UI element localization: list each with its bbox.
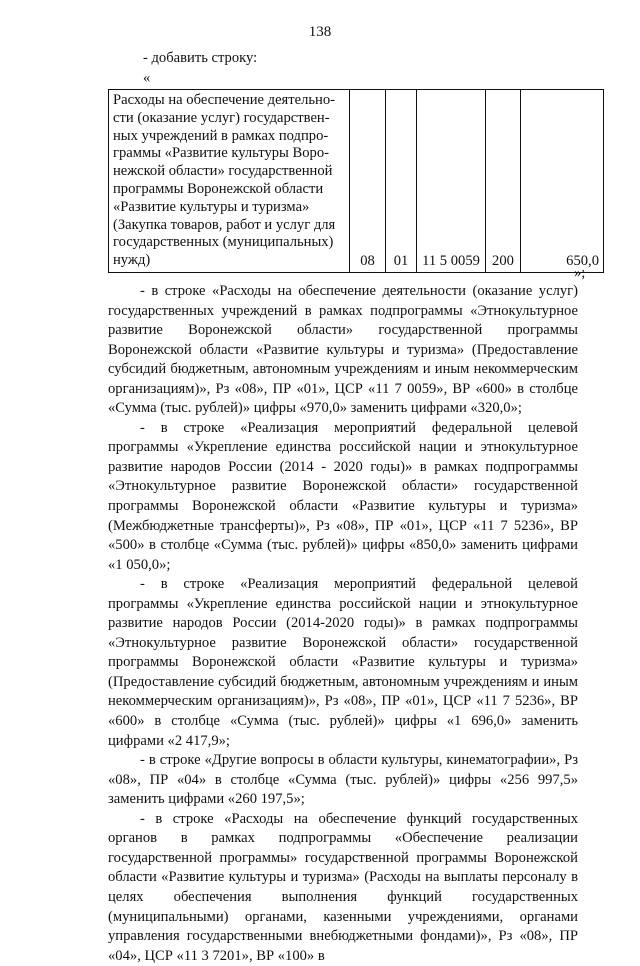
description-line: нужд) — [113, 252, 151, 269]
description-line: сти (оказание услуг) государствен- — [113, 109, 330, 126]
description-line: нежской области» государственной — [113, 163, 333, 180]
description-line: «Развитие культуры и туризма» — [113, 198, 310, 215]
description-line: граммы «Развитие культуры Воро- — [113, 145, 329, 162]
amendment-paragraph: - в строке «Реализация мероприятий федеральной целевой программы «Укрепление единства российской нации и этнокультурное развитие народов России (2014 - 2020 годы)» в рамках подпрограммы «Этнокультурное развитие Воронежской области» государственной программы Воронежской области «Развитие культуры и туризма» (Межбюджетные трансферты)», Рз «08», ПР «01», ЦСР «11 7 5236», ВР «500» в столбце «Сумма (тыс. рублей)» цифры «850,0» заменить цифрами «1 050,0»; — [108, 419, 578, 573]
description-line: (Закупка товаров, работ и услуг для — [113, 216, 336, 233]
expense-description — [109, 90, 350, 273]
closing-quote: »; — [574, 265, 586, 281]
sum-cell: 650,0 — [521, 90, 604, 273]
csr-cell: 11 5 0059 — [417, 90, 486, 273]
description-line: государственных (муниципальных) — [113, 234, 334, 251]
amendment-paragraph: - в строке «Другие вопросы в области культуры, кинематографии», Рз «08», ПР «04» в столбце «Сумма (тыс. рублей)» цифры «256 997,5» заменить цифрами «260 197,5»; — [108, 752, 578, 808]
opening-quote: « — [143, 70, 151, 86]
rz-cell: 08 — [350, 90, 386, 273]
amendment-paragraph: - в строке «Расходы на обеспечение функций государственных органов в рамках подпрограммы «Обеспечение реализации государственной программы» государственной программы Воронежской области «Развитие культуры и туризма» (Расходы на выплаты персоналу в целях обеспечения выполнения функций государственных (муниципальными) органами, казенными учреждениями, органами управления государственными внебюджетными фондами)», Рз «08», ПР «04», ЦСР «11 3 7201», ВР «100» в — [108, 810, 578, 964]
description-line: программы Воронежской области — [113, 180, 324, 197]
table-row — [109, 90, 604, 273]
description-line: ных учреждений в рамках подпро- — [113, 127, 329, 144]
amendment-paragraph: - в строке «Реализация мероприятий федеральной целевой программы «Укрепление единства российской нации и этнокультурное развитие народов России (2014-2020 годы)» в рамках подпрограммы «Этнокультурное развитие Воронежской области» государственной программы Воронежской области «Развитие культуры и туризма» (Предоставление субсидий бюджетным, автономным учреждениям и иным некоммерческим организациям)», Рз «08», ПР «01», ЦСР «11 7 5236», ВР «600» в столбце «Сумма (тыс. рублей)» цифры «1 696,0» заменить цифрами «2 417,9»; — [108, 576, 578, 749]
page-number: 138 — [308, 24, 332, 40]
add-row-instruction: - добавить строку: — [143, 50, 258, 66]
pr-cell: 01 — [386, 90, 417, 273]
budget-table — [108, 89, 604, 273]
amendment-paragraph: - в строке «Расходы на обеспечение деятельности (оказание услуг) государственных учреждений в рамках подпрограммы «Этнокультурное развитие Воронежской области» государственной программы Воронежской области «Развитие культуры и туризма» (Предоставление субсидий бюджетным, автономным учреждениям и иным некоммерческим организациям)», Рз «08», ПР «01», ЦСР «11 7 0059», ВР «600» в столбце «Сумма (тыс. рублей)» цифры «970,0» заменить цифрами «320,0»; — [108, 283, 578, 417]
description-line: Расходы на обеспечение деятельно- — [113, 92, 336, 108]
vr-cell: 200 — [486, 90, 521, 273]
amendment-text — [108, 282, 578, 966]
